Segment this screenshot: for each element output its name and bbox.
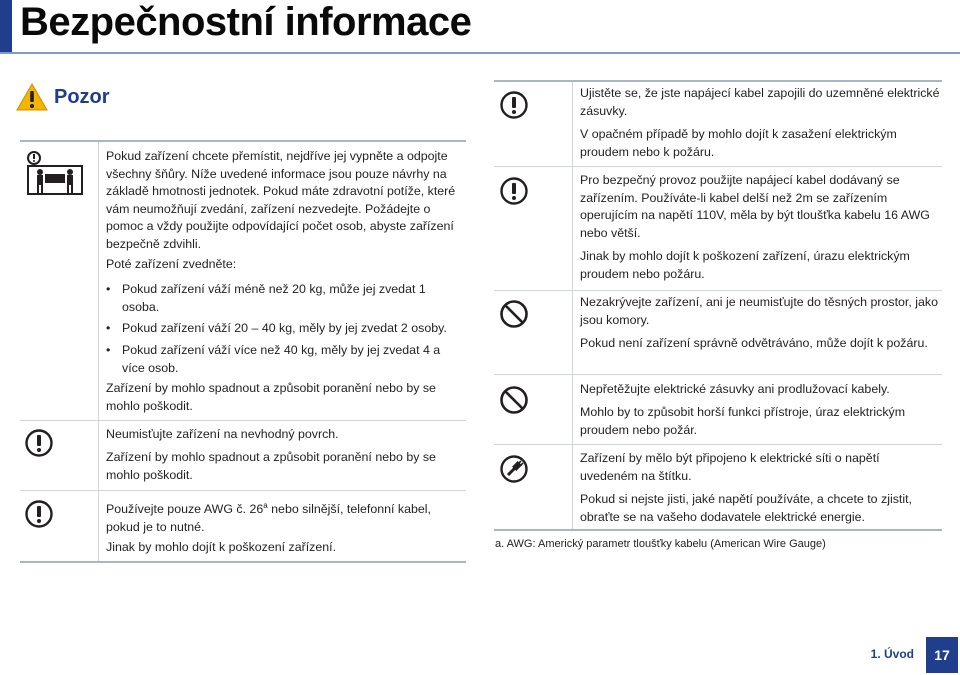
row-divider	[20, 420, 466, 421]
exclamation-circle-icon	[25, 428, 53, 458]
overload-consequence-text: Mohlo by to způsobit horší funkci přístroje, úraz elektrickým proudem nebo požár.	[580, 405, 906, 437]
left-bottom-rule	[20, 561, 466, 563]
section-label: 1. Úvod	[870, 647, 914, 661]
awg-cable-text: Používejte pouze AWG č. 26$^a$ nebo silnější, telefonní kabel, pokud je to nutné.	[106, 501, 431, 534]
plug-connect-icon	[500, 454, 528, 484]
list-item: • Pokud zařízení váží více než 40 kg, měly by jej zvedat 4 a více osob.	[106, 343, 441, 375]
ground-text: Ujistěte se, že jste napájecí kabel zapojili do uzemněné elektrické zásuvky.	[580, 86, 940, 118]
right-bottom-rule	[494, 529, 942, 531]
ground-consequence-text: V opačném případě by mohlo dojít k zasažení elektrickým proudem nebo k požáru.	[580, 127, 897, 159]
title-divider	[0, 52, 960, 54]
overload-text: Nepřetěžujte elektrické zásuvky ani prodlužovací kabely.	[580, 382, 890, 396]
cable-text: Pro bezpečný provoz použijte napájecí kabel dodávaný se zařízením. Používáte-li kabel delší než 2m se zařízením operujícím na napětí 110V, měla by být tloušťka kabelu 16 AWG nebo větší.	[580, 173, 930, 240]
list-item: • Pokud zařízení váží 20 – 40 kg, měly by jej zvedat 2 osoby.	[106, 321, 447, 335]
row-divider	[20, 490, 466, 491]
exclamation-circle-icon	[500, 90, 528, 120]
row-divider	[494, 374, 942, 375]
list-item: • Pokud zařízení váží méně než 20 kg, může jej zvedat 1 osoba.	[106, 282, 426, 314]
page-number: 17	[926, 637, 958, 673]
right-top-rule	[494, 80, 942, 82]
caution-label: Pozor	[54, 85, 110, 108]
surface-consequence-text: Zařízení by mohlo spadnout a způsobit poranění nebo by se mohlo poškodit.	[106, 450, 436, 482]
caution-header	[16, 80, 110, 114]
cover-text: Nezakrývejte zařízení, ani je neumisťujte do těsných prostor, jako jsou komory.	[580, 295, 938, 327]
right-column-divider	[572, 82, 573, 530]
row-divider	[494, 444, 942, 445]
title-accent-bar	[0, 0, 12, 52]
cover-consequence-text: Pokud není zařízení správně odvětráváno, může dojít k požáru.	[580, 336, 928, 350]
two-person-lift-icon	[26, 150, 84, 196]
page-title: Bezpečnostní informace	[20, 0, 472, 44]
surface-warning-text: Neumisťujte zařízení na nevhodný povrch.	[106, 427, 339, 441]
warning-triangle-icon	[16, 83, 48, 111]
lifting-instruction-text: Poté zařízení zvedněte:	[106, 257, 237, 271]
left-top-rule	[20, 140, 466, 142]
left-column-divider	[98, 142, 99, 562]
voltage-text: Zařízení by mělo být připojeno k elektrické síti o napětí uvedeném na štítku.	[580, 451, 880, 483]
lifting-intro-text: Pokud zařízení chcete přemístit, nejdříve jej vypněte a odpojte všechny šňůry. Níže uvedené informace jsou pouze návrhy na základě hmotnosti jednotek. Pokud máte zdravotní potíže, které vám neumožňují zvedání, zařízení nezvedejte. Požádejte o pomoc a vždy použijte odpovídající počet osob, abyste zařízení bezpečně zdvihli.	[106, 149, 456, 251]
cable-consequence-text: Jinak by mohlo dojít k poškození zařízení, úrazu elektrickým proudem nebo požáru.	[580, 249, 910, 281]
footnote-ref: a	[263, 501, 268, 510]
row-divider	[494, 290, 942, 291]
lifting-consequence-text: Zařízení by mohlo spadnout a způsobit poranění nebo by se mohlo poškodit.	[106, 381, 436, 413]
exclamation-circle-icon	[500, 176, 528, 206]
prohibited-icon	[500, 385, 528, 415]
voltage-consequence-text: Pokud si nejste jisti, jaké napětí používáte, a chcete to zjistit, obraťte se na vašeho dodavatele elektrické energie.	[580, 492, 912, 524]
prohibited-icon	[500, 299, 528, 329]
awg-consequence-text: Jinak by mohlo dojít k poškození zařízení.	[106, 540, 337, 554]
exclamation-circle-icon	[25, 499, 53, 529]
footnote: a. AWG: Americký parametr tloušťky kabelu (American Wire Gauge)	[495, 538, 826, 550]
row-divider	[494, 166, 942, 167]
